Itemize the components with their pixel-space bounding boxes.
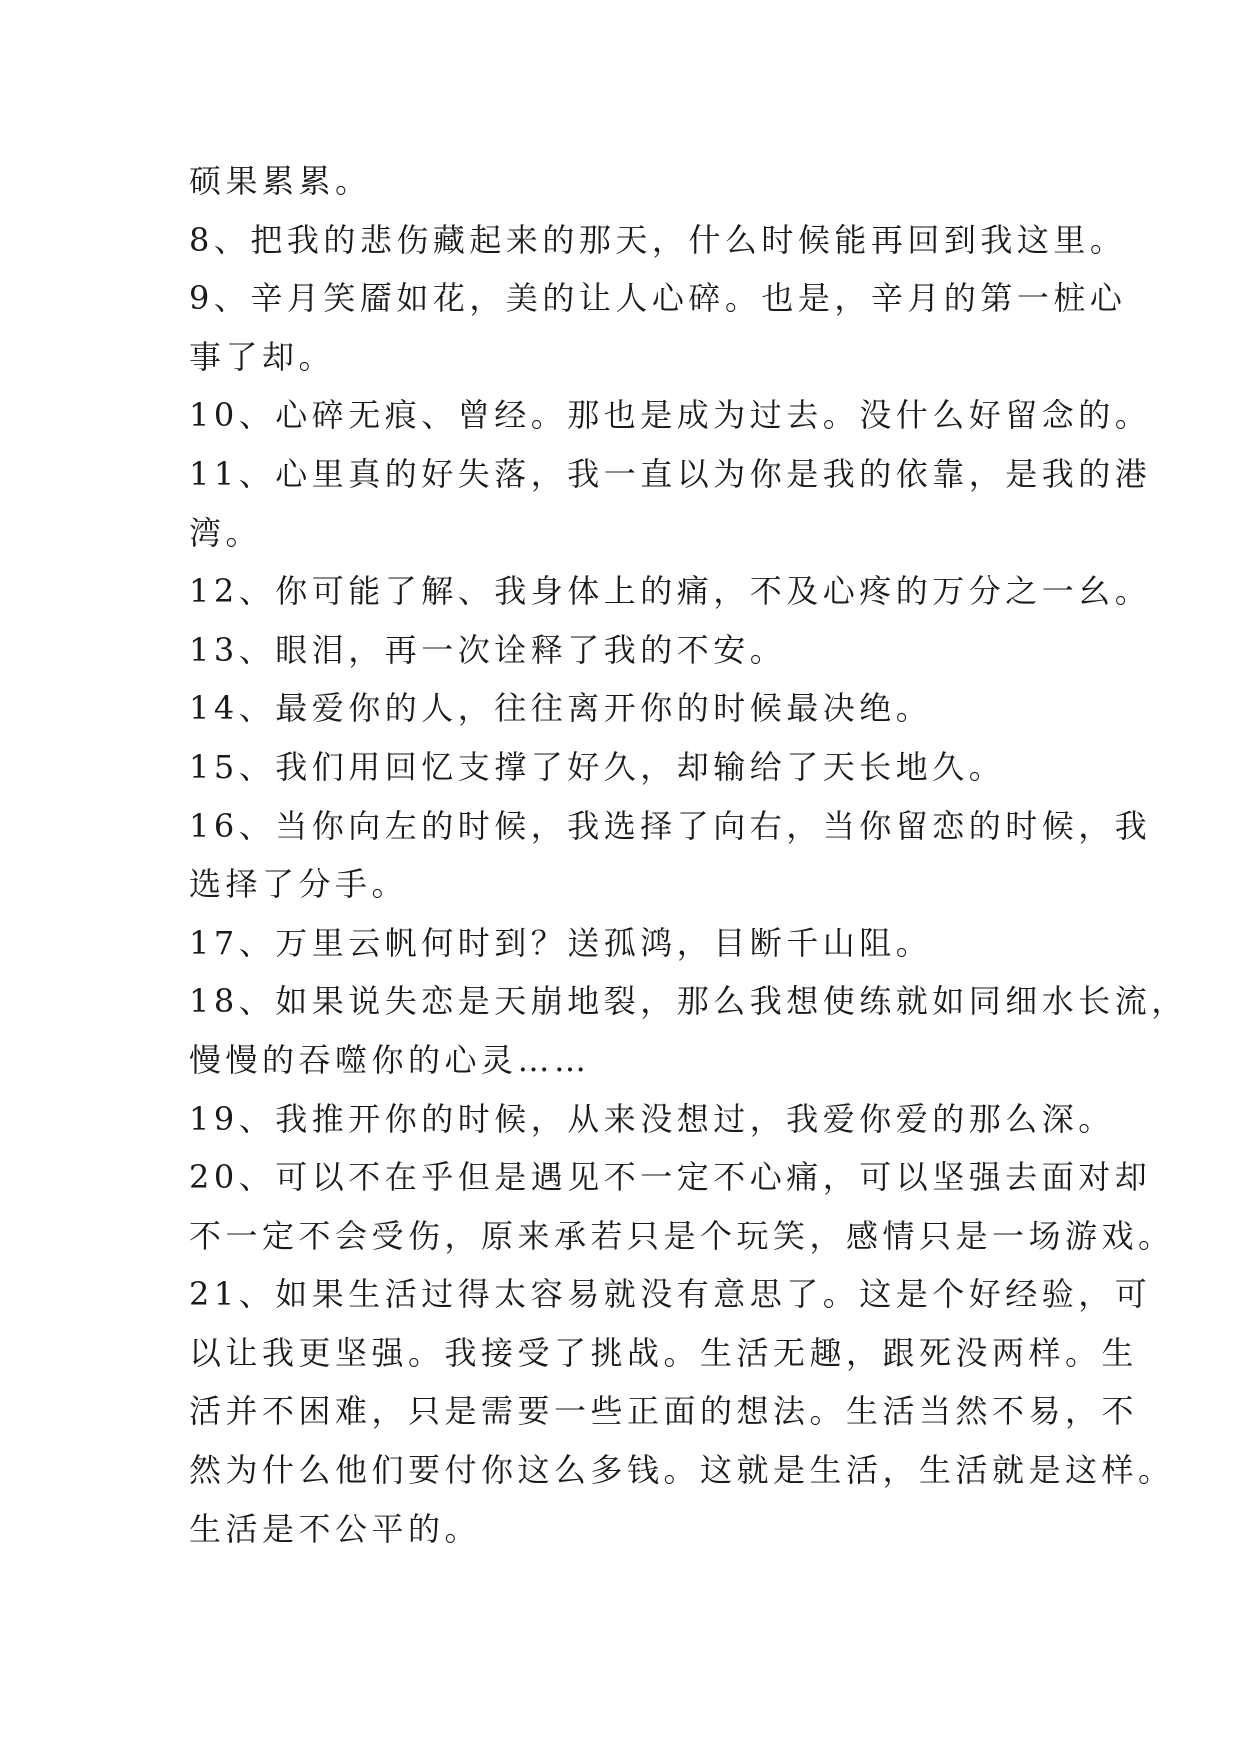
text-line: 湾。 [189, 513, 263, 552]
text-line: 以让我更坚强。我接受了挑战。生活无趣，跟死没两样。生 [189, 1333, 1139, 1372]
text-line: 11、心里真的好失落，我一直以为你是我的依靠，是我的港 [189, 454, 1152, 493]
text-line: 活并不困难，只是需要一些正面的想法。生活当然不易，不 [189, 1392, 1139, 1431]
text-line: 硕果累累。 [189, 162, 372, 200]
text-line: 慢慢的吞噬你的心灵…… [189, 1040, 591, 1079]
text-line: 13、眼泪，再一次诠释了我的不安。 [189, 630, 787, 669]
text-line: 12、你可能了解、我身体上的痛，不及心疼的万分之一幺。 [189, 572, 1152, 611]
text-line: 生活是不公平的。 [189, 1509, 482, 1548]
text-line: 18、如果说失恋是天崩地裂，那么我想使练就如同细水长流， [189, 982, 1188, 1021]
text-line: 不一定不会受伤，原来承若只是个玩笑，感情只是一场游戏。 [189, 1216, 1175, 1255]
text-line: 16、当你向左的时候，我选择了向右，当你留恋的时候，我 [189, 806, 1152, 845]
text-line: 选择了分手。 [189, 865, 409, 904]
text-line: 20、可以不在乎但是遇见不一定不心痛，可以坚强去面对却 [189, 1158, 1152, 1197]
text-line: 14、最爱你的人，往往离开你的时候最决绝。 [189, 689, 933, 728]
text-line: 15、我们用回忆支撑了好久，却输给了天长地久。 [189, 747, 1006, 786]
text-line: 21、如果生活过得太容易就没有意思了。这是个好经验，可 [189, 1275, 1152, 1314]
text-line: 9、辛月笑靥如花，美的让人心碎。也是，辛月的第一桩心 [189, 279, 1127, 318]
text-line: 19、我推开你的时候，从来没想过，我爱你爱的那么深。 [189, 1099, 1115, 1138]
document-body [189, 152, 1188, 1558]
text-line: 8、把我的悲伤藏起来的那天，什么时候能再回到我这里。 [189, 220, 1127, 259]
text-line: 17、万里云帆何时到？送孤鸿，目断千山阻。 [189, 923, 933, 962]
text-line: 事了却。 [189, 337, 336, 376]
text-line: 然为什么他们要付你这么多钱。这就是生活，生活就是这样。 [189, 1451, 1175, 1490]
text-line: 10、心碎无痕、曾经。那也是成为过去。没什么好留念的。 [189, 396, 1152, 435]
